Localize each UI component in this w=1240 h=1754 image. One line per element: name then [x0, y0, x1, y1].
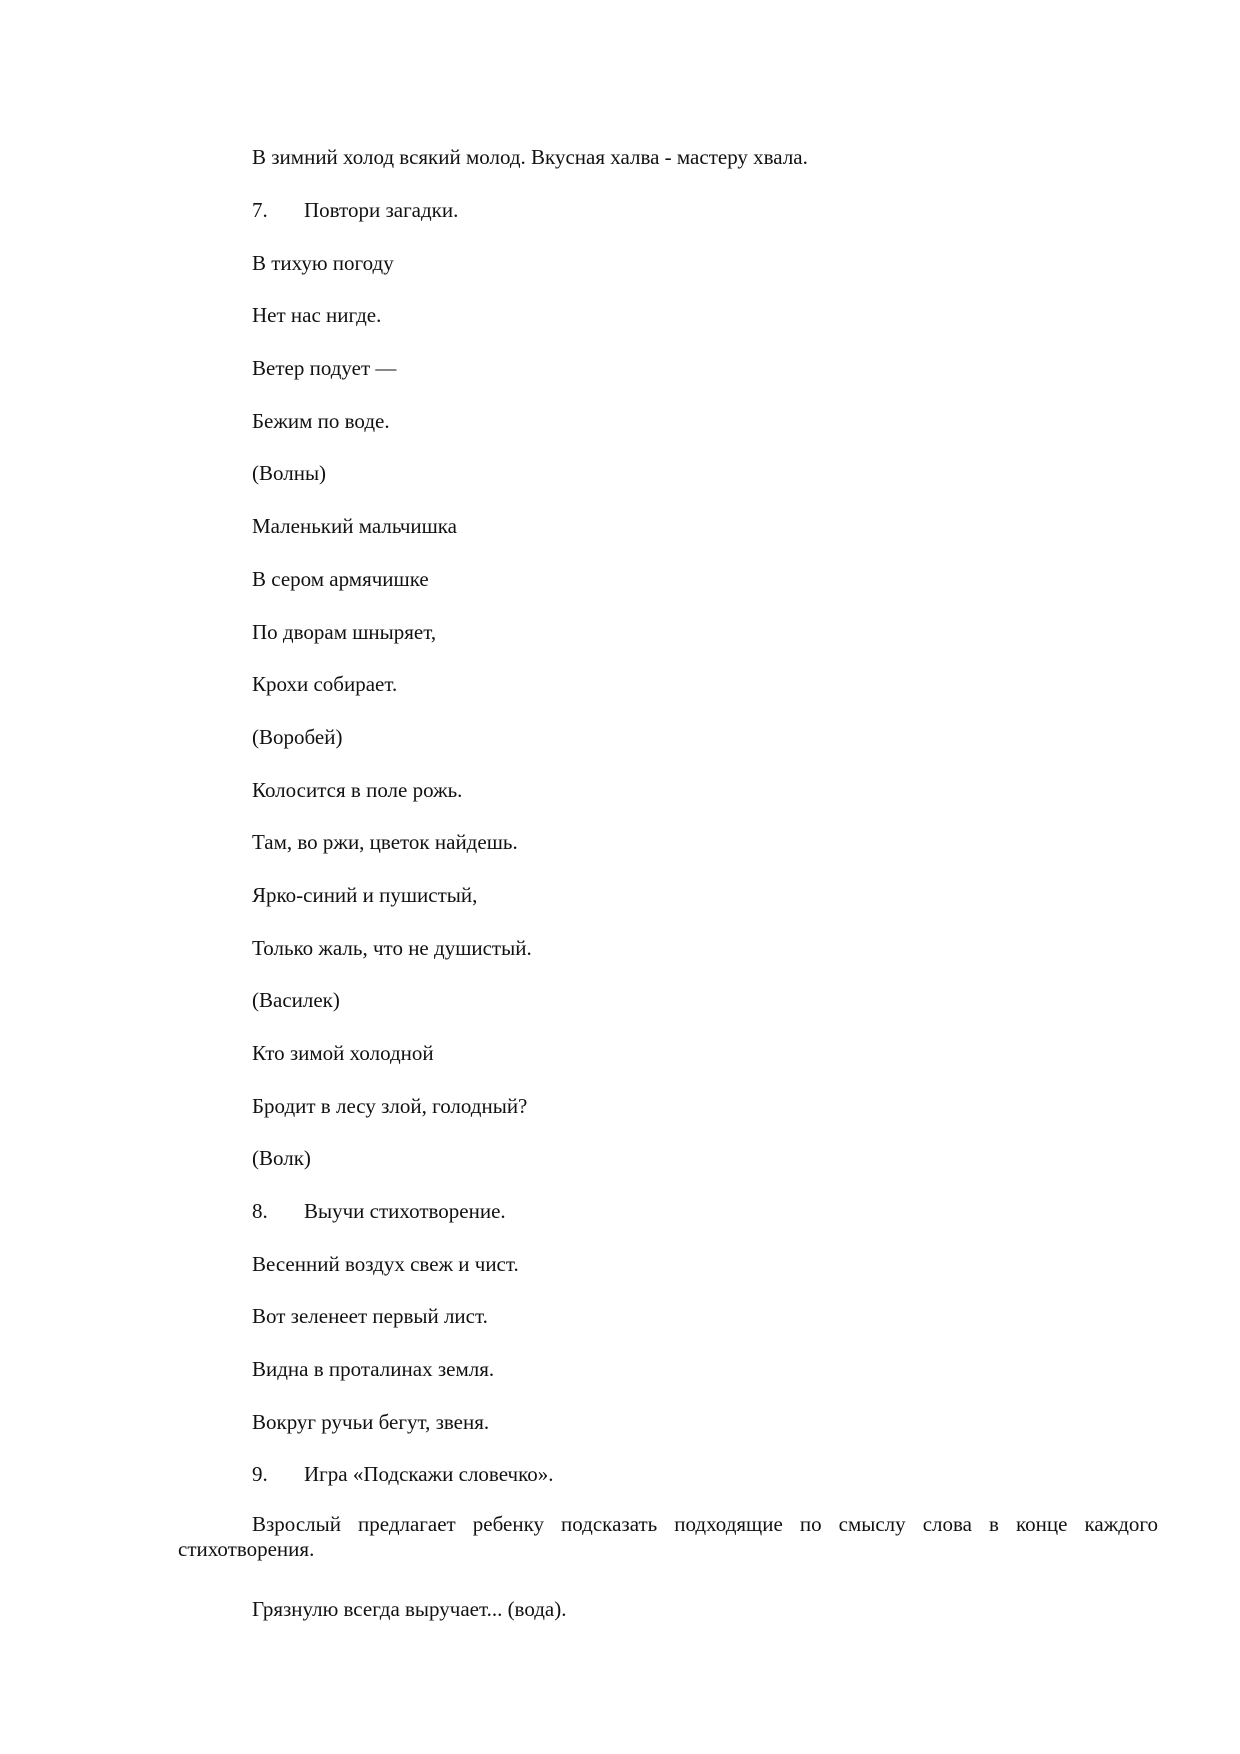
riddle-line: Ярко-синий и пушистый, [252, 883, 478, 907]
riddle-line: Крохи собирает. [252, 672, 398, 696]
riddle-line: Маленький мальчишка [252, 514, 458, 538]
proverb-line: В зимний холод всякий молод. Вкусная халва - мастеру хвала. [252, 145, 808, 169]
section-number: 7. [252, 198, 268, 222]
riddle-answer: (Волны) [252, 461, 327, 485]
riddle-line: Ветер подует — [252, 356, 397, 380]
riddle-answer: (Воробей) [252, 725, 343, 749]
riddle-line: Колосится в поле рожь. [252, 778, 463, 802]
riddle-line: Бродит в лесу злой, голодный? [252, 1094, 528, 1118]
riddle-line: По дворам шныряет, [252, 620, 437, 644]
section-title: Выучи стихотворение. [304, 1199, 506, 1223]
riddle-answer: (Василек) [252, 988, 340, 1012]
riddle-line: Кто зимой холодной [252, 1041, 434, 1065]
instruction-paragraph: Взрослый предлагает ребенку подсказать подходящие по смыслу слова в конце каждого стихотворения. [178, 1512, 1158, 1561]
riddle-answer: (Волк) [252, 1146, 311, 1170]
poem-line: Вокруг ручьи бегут, звеня. [252, 1410, 490, 1434]
section-heading-8 [252, 1199, 506, 1223]
poem-line: Видна в проталинах земля. [252, 1357, 495, 1381]
section-number: 9. [252, 1462, 268, 1486]
section-title: Игра «Подскажи словечко». [304, 1462, 554, 1486]
riddle-line: Бежим по воде. [252, 409, 390, 433]
riddle-line: Только жаль, что не душистый. [252, 936, 532, 960]
poem-line: Вот зеленеет первый лист. [252, 1304, 488, 1328]
section-heading-9 [252, 1462, 553, 1486]
riddle-line: Нет нас нигде. [252, 303, 382, 327]
poem-line: Весенний воздух свеж и чист. [252, 1252, 519, 1276]
section-number: 8. [252, 1199, 268, 1223]
riddle-line: В тихую погоду [252, 251, 394, 275]
section-heading-7 [252, 198, 458, 222]
example-line: Грязнулю всегда выручает... (вода). [252, 1597, 567, 1621]
section-title: Повтори загадки. [304, 198, 459, 222]
riddle-line: Там, во ржи, цветок найдешь. [252, 830, 518, 854]
riddle-line: В сером армячишке [252, 567, 429, 591]
